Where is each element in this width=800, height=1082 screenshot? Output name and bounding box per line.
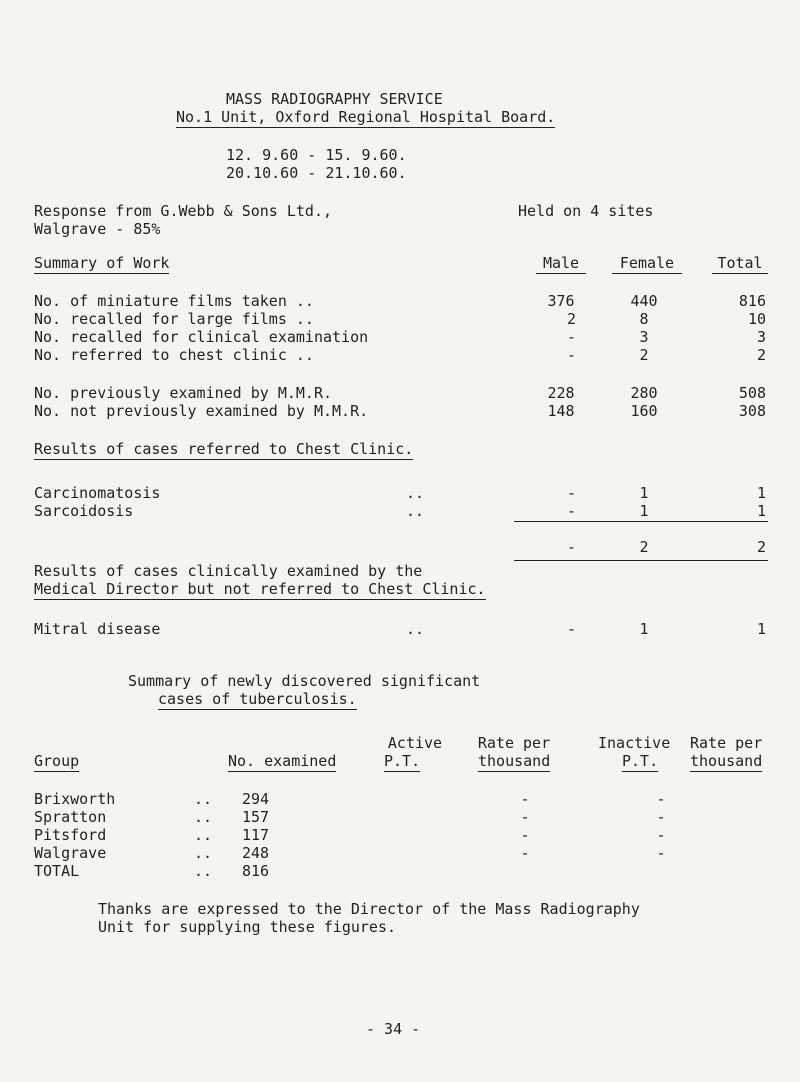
cell-total: 10: [747, 310, 766, 328]
total-rule: [514, 560, 768, 561]
row-label: Carcinomatosis: [34, 484, 161, 502]
group-name: Pitsford: [34, 826, 107, 844]
leader-dots: ..: [194, 862, 213, 880]
cell-active: -: [520, 808, 530, 826]
clinical-heading-2: Medical Director but not referred to Chest Clinic.: [34, 580, 486, 598]
leader-dots: ..: [406, 484, 425, 502]
page-number: - 34 -: [366, 1020, 421, 1038]
group-name: Walgrave: [34, 844, 107, 862]
row-label: Mitral disease: [34, 620, 161, 638]
col-active-2: P.T.: [384, 752, 421, 770]
col-rate-1: Rate per: [477, 734, 551, 752]
leader-dots: ..: [406, 502, 425, 520]
col-rate2-1: Rate per: [690, 734, 763, 752]
row-label: No. recalled for large films ..: [34, 310, 314, 328]
cell-total: 816: [738, 292, 766, 310]
cell-inactive: -: [656, 790, 666, 808]
row-label: Sarcoidosis: [34, 502, 134, 520]
cell-female: 1: [639, 620, 649, 638]
col-examined: No. examined: [228, 752, 337, 770]
cell-female: 2: [639, 346, 649, 364]
cell-male: -: [566, 328, 576, 346]
cell-female: 1: [639, 484, 649, 502]
cell-male: -: [566, 484, 576, 502]
cell-total: 308: [738, 402, 766, 420]
response-line-2: Walgrave - 85%: [34, 220, 161, 238]
col-total: Total: [712, 254, 768, 274]
cell-male: 148: [547, 402, 575, 420]
cell-examined: 816: [242, 862, 270, 880]
response-line-1: Response from G.Webb & Sons Ltd.,: [34, 202, 333, 220]
row-label: No. referred to chest clinic ..: [34, 346, 314, 364]
leader-dots: ..: [194, 790, 213, 808]
page-title: MASS RADIOGRAPHY SERVICE: [226, 90, 443, 108]
thanks-line-2: Unit for supplying these figures.: [98, 918, 397, 936]
leader-dots: ..: [194, 808, 213, 826]
leader-dots: ..: [194, 844, 213, 862]
group-name: Spratton: [34, 808, 107, 826]
cell-total: 1: [756, 484, 766, 502]
cell-examined: 294: [242, 790, 270, 808]
clinical-heading-1: Results of cases clinically examined by the: [34, 562, 423, 580]
leader-dots: ..: [194, 826, 213, 844]
cell-male: -: [566, 620, 576, 638]
cell-active: -: [520, 844, 530, 862]
dates-line-2: 20.10.60 - 21.10.60.: [226, 164, 407, 182]
group-name: Brixworth: [34, 790, 116, 808]
cell-total: 2: [756, 538, 766, 556]
row-label: No. recalled for clinical examination: [34, 328, 369, 346]
cell-inactive: -: [656, 826, 666, 844]
referred-heading: Results of cases referred to Chest Clinic.: [34, 440, 414, 458]
col-male: Male: [536, 254, 586, 274]
held-on-sites: Held on 4 sites: [518, 202, 654, 220]
col-female: Female: [612, 254, 682, 274]
cell-examined: 117: [242, 826, 270, 844]
summary-heading: Summary of Work: [34, 254, 170, 272]
tb-heading-2: cases of tuberculosis.: [158, 690, 357, 708]
cell-total: 1: [756, 620, 766, 638]
cell-female: 3: [639, 328, 649, 346]
row-label: No. previously examined by M.M.R.: [34, 384, 333, 402]
cell-female: 1: [639, 502, 649, 520]
group-name: TOTAL: [34, 862, 80, 880]
tb-heading-1: Summary of newly discovered significant: [128, 672, 481, 690]
cell-female: 280: [630, 384, 658, 402]
cell-female: 8: [639, 310, 649, 328]
cell-active: -: [520, 790, 530, 808]
col-inactive-2: P.T.: [622, 752, 659, 770]
cell-female: 440: [630, 292, 658, 310]
cell-total: 3: [756, 328, 766, 346]
cell-total: 1: [756, 502, 766, 520]
subtotal-rule: [514, 521, 768, 522]
col-inactive-1: Inactive: [598, 734, 671, 752]
cell-total: 508: [738, 384, 766, 402]
cell-male: 228: [547, 384, 575, 402]
cell-male: 376: [547, 292, 575, 310]
col-rate2-2: thousand: [690, 752, 763, 770]
cell-male: -: [566, 502, 576, 520]
cell-female: 160: [630, 402, 658, 420]
col-group: Group: [34, 752, 80, 770]
cell-female: 2: [639, 538, 649, 556]
row-label: No. not previously examined by M.M.R.: [34, 402, 369, 420]
cell-male: -: [566, 538, 576, 556]
cell-examined: 248: [242, 844, 270, 862]
cell-male: 2: [566, 310, 576, 328]
col-rate-2: thousand: [478, 752, 551, 770]
dates-line-1: 12. 9.60 - 15. 9.60.: [226, 146, 407, 164]
leader-dots: ..: [406, 620, 425, 638]
cell-inactive: -: [656, 808, 666, 826]
row-label: No. of miniature films taken ..: [34, 292, 314, 310]
col-active-1: Active: [387, 734, 443, 752]
cell-active: -: [520, 826, 530, 844]
cell-inactive: -: [656, 844, 666, 862]
cell-examined: 157: [242, 808, 270, 826]
cell-male: -: [566, 346, 576, 364]
page-subtitle: No.1 Unit, Oxford Regional Hospital Board.: [176, 108, 556, 126]
thanks-line-1: Thanks are expressed to the Director of the Mass Radiography: [98, 900, 640, 918]
cell-total: 2: [756, 346, 766, 364]
